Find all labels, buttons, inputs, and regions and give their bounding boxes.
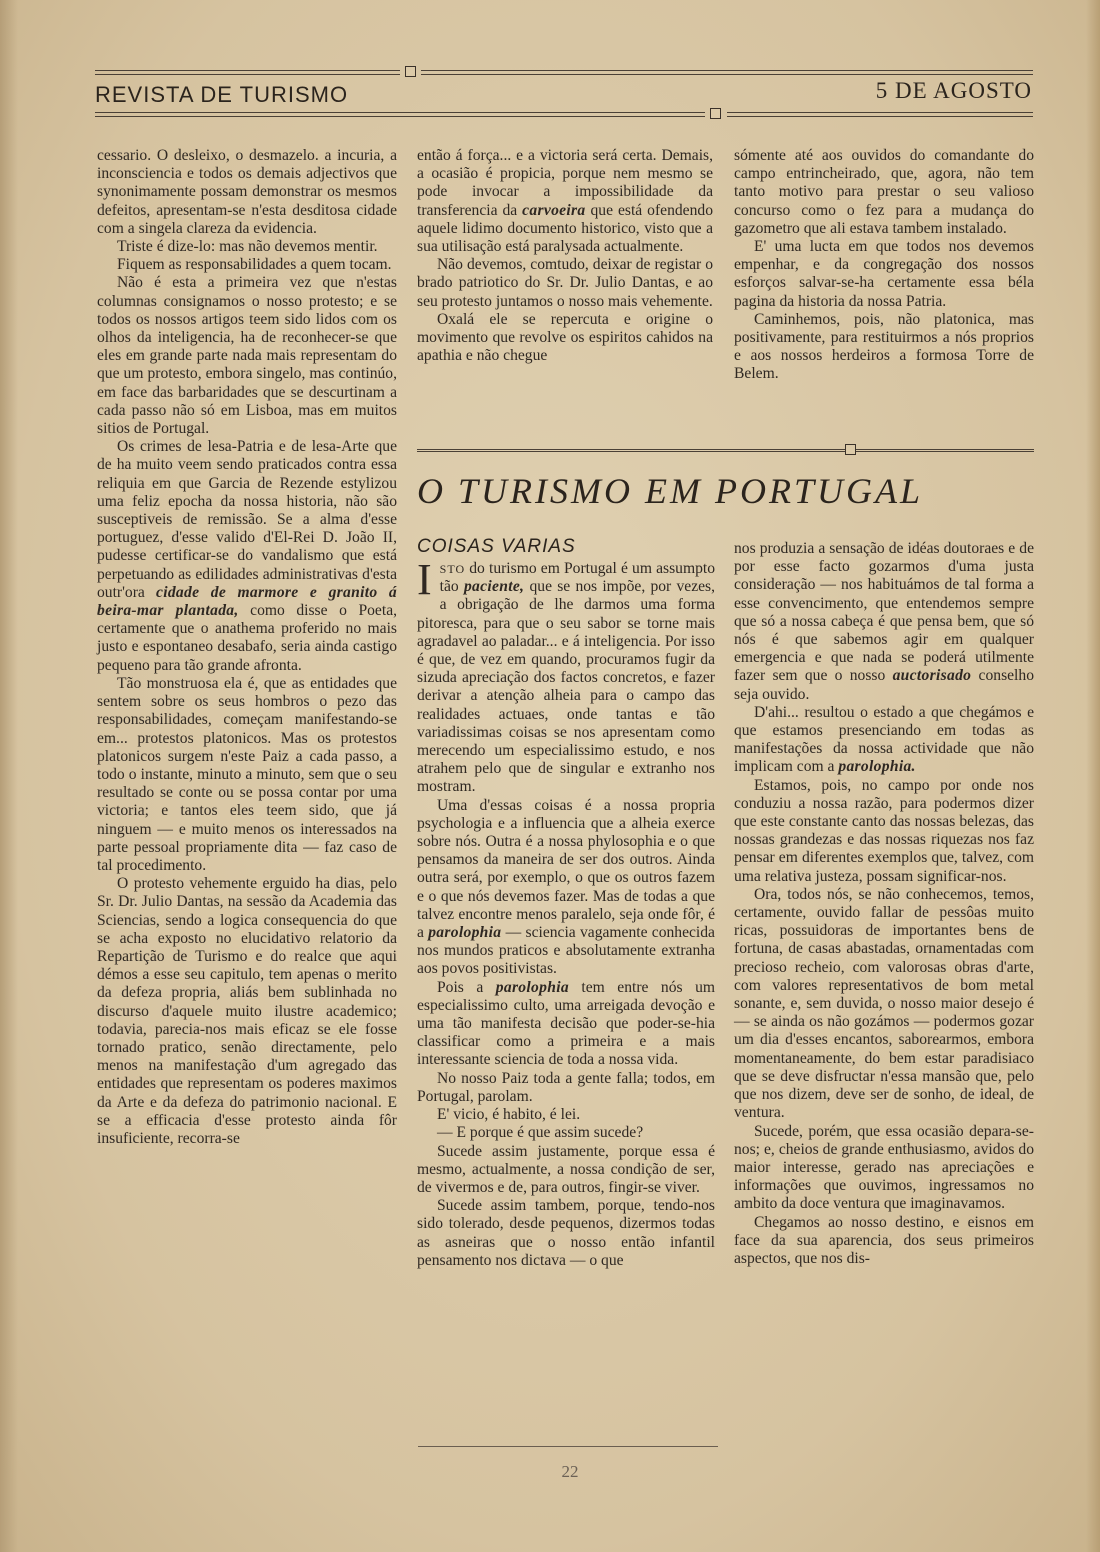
paragraph — [417, 979, 715, 1070]
emphasis-text: auctorisado — [892, 667, 972, 685]
header-rule-bottom-left-2 — [95, 116, 705, 117]
paragraph: Caminhemos, pois, não platonica, mas positivamente, para restituirmos a nós proprios e aos nossos herdeiros a formosa Torre de Belem. — [734, 310, 1034, 383]
paragraph: Sucede assim tambem, porque, tendo-nos sido tolerado, desde pequenos, dizermos todas as asneiras que o nosso então infantil pensamento nos dictava — o que — [417, 1197, 715, 1269]
text-run: então á força... e a victoria será certa. Demais, a ocasião é propicia, porque nem mesmo se pode invocar a impossibilidade da transferencia da — [417, 147, 713, 219]
paragraph — [734, 540, 1034, 704]
paragraph: Não devemos, comtudo, deixar de registar o brado patriotico do Sr. Dr. Julio Dantas, e ao seu protesto juntamos o nosso mais vehemente. — [417, 256, 713, 310]
header-ornament-box-left — [405, 66, 416, 77]
emphasis-text: parolophia — [495, 978, 569, 996]
section-divider — [417, 449, 1034, 452]
paragraph — [417, 555, 716, 797]
page-number: 22 — [561, 1462, 579, 1481]
emphasis-text: parolophia — [428, 924, 502, 942]
paragraph: E' vicio, é habito, é lei. — [437, 1106, 581, 1124]
emphasis-text: carvoeira — [522, 201, 586, 219]
article-column-2 — [417, 147, 713, 365]
paragraph: Tão monstruosa ela é, que as entidades que sentem sobre os seus hombros o pezo das responsabilidades, começam manifestando-se em... protestos platonicos. Mas os protestos platonicos surgem n'este Paiz a cada passo, a todo o instante, minuto a minuto, sem que o seu resultado se conte ou se possa contar por uma victoria; e tantos eles teem sido, que já ninguem — e muito menos os interessados na parte pessoal propriamente dita — faz caso de tal procedimento. — [97, 674, 397, 874]
text-run: do turismo em Portugal é um assumpto tão — [439, 560, 715, 596]
emphasis-text: paciente, — [463, 578, 525, 596]
issue-date: 5 DE AGOSTO — [875, 78, 1032, 103]
publication-title: REVISTA DE TURISMO — [95, 82, 349, 107]
paragraph: Estamos, pois, no campo por onde nos conduziu a nossa razão, para podermos dizer que este constante canto das nossas belezas, das nossas grandezas e das nossas riquezas nos faz pensar em diferentes exemplos que, talvez, com uma relativa justeza, possam significar-nos. — [734, 776, 1034, 885]
header-rule-top-left-2 — [95, 74, 400, 75]
paragraph: Sucede assim justamente, porque essa é mesmo, actualmente, a nossa condição de ser, de vivermos e de, para outros, fingir-se viver. — [417, 1142, 715, 1196]
paragraph: No nosso Paiz toda a gente falla; todos, em Portugal, parolam. — [417, 1069, 715, 1105]
drop-cap: I — [417, 555, 432, 604]
header-rule-top-left — [95, 70, 400, 71]
paragraph: sómente até aos ouvidos do comandante do campo entrincheirado, que, agora, não tem tanto motivo para prestar o seu valioso concurso como o fez para a mudança do gazometro que ali estava tambem instalado. — [734, 147, 1034, 237]
article-column-3 — [734, 147, 1034, 384]
paragraph: Chegamos ao nosso destino, e eisnos em face da sua aparencia, dos seus primeiros aspectos, que nos dis- — [734, 1213, 1034, 1267]
text-run: que está ofendendo aquele lidimo documento historico, visto que a sua utilisação está paralysada actualmente. — [417, 201, 713, 256]
paragraph: Fiquem as responsabilidades a quem tocam. — [117, 256, 392, 274]
paragraph — [734, 704, 1034, 777]
article-column-1 — [97, 147, 397, 1148]
text-run: que se nos impõe, por vezes, a obrigação de lhe darmos uma forma pitoresca, para que o seu sabor se torne mais agradavel ao paladar... e á inteligencia. Por isso é que, de vez em quando, procuramos fugir da sizuda apreciação dos factos concretos, e fazer derivar a atenção alheia para o campo das realidades actuaes, onde tantas e tão variadissimas coisas se nos apresentam como merecendo um especialissimo estudo, e nos atrahem pelo que de singular e extranho nos mostram. — [417, 578, 716, 796]
text-run: Pois a — [437, 978, 496, 996]
header-ornament-box-right — [710, 108, 721, 119]
paragraph — [417, 147, 713, 256]
article-column-5 — [734, 540, 1034, 1268]
footer-rule — [418, 1446, 718, 1447]
paragraph: O protesto vehemente erguido ha dias, pelo Sr. Dr. Julio Dantas, na sessão da Academia das Sciencias, sendo a logica consequencia do que se acha exposto no elucidativo relatorio da Repartição de Turismo e do realce que aqui démos a esse seu capitulo, tem apenas o merito da defeza propria, aliás bem sublinhada no discurso d'aquele muito ilustre academico; todavia, parecia-nos mais eficaz se ele fosse tornado pratico, senão directamente, pelo menos na manifestação d'um agregado das entidades que representam os poderes maximos da Arte e da defeza do patrimonio nacional. E se a efficacia d'esse protesto ainda fôr insuficiente, recorra-se — [97, 875, 397, 1147]
paragraph: Sucede, porém, que essa ocasião depara-se-nos; e, cheios de grande enthusiasmo, avidos do maior interesse, gerado nas apreciações e informações que ouvimos, ingressamos no ambito da doce ventura que imaginavamos. — [734, 1122, 1034, 1213]
section-title: O TURISMO EM PORTUGAL — [417, 471, 923, 511]
text-run: Os crimes de lesa-Patria e de lesa-Arte que de ha muito veem sendo praticados contra essa reliquia em que Garcia de Rezende estylizou uma feliz epocha da nossa historia, não são susceptiveis de remissão. Se a alma d'esse portuguez, d'esse valido d'El-Rei D. João II, pudesse certificar-se do vandalismo que está perpetuando as edilidades administrativas d'esta outr'ora — [97, 438, 397, 601]
article-column-4 — [417, 555, 716, 1270]
header-rule-bottom-left — [95, 112, 705, 113]
page-edge-shadow-left — [0, 0, 18, 1552]
text-run: — sciencia vagamente conhecida nos mundos praticos e absolutamente extranha aos povos positivistas. — [417, 924, 715, 978]
paragraph — [97, 438, 397, 675]
text-run: tem entre nós um especialissimo culto, uma arreigada devoção e uma tão manifesta decisão que poder-se-hia classificar como a primeira e a mais interessante sciencia de toda a nossa vida. — [417, 978, 715, 1069]
small-caps-lead: STO — [439, 562, 466, 576]
header-rule-bottom-right-2 — [727, 116, 1033, 117]
paragraph — [417, 797, 715, 979]
paragraph: cessario. O desleixo, o desmazelo. a incuria, a inconsciencia e todos os demais adjectivos que synonimamente possam demonstrar os mesmos defeitos, apresentam-se n'esta desditosa cidade com a singela clareza da evidencia. — [97, 147, 397, 237]
paragraph: Triste é dize-lo: mas não devemos mentir. — [117, 238, 378, 256]
header-rule-top-right-2 — [421, 74, 1033, 75]
page-edge-shadow-right — [1086, 0, 1100, 1552]
text-run: conselho seja ouvido. — [734, 667, 1034, 703]
paragraph: Oxalá ele se repercuta e origine o movimento que revolve os espiritos cahidos na apathia e não chegue — [417, 310, 713, 365]
emphasis-text: parolophia. — [838, 758, 916, 776]
section-ornament-box — [845, 444, 856, 455]
text-run: nos produzia a sensação de idéas doutoraes e de por esse facto gozarmos d'uma justa consideração — nos habituámos de tal forma a esse convencimento, que entendemos sempre que só a nossa cabeça é que pensa bem, que só nós é que sabemos agir em qualquer emergencia e que nada se poderá utilmente fazer sem que o nosso — [734, 540, 1034, 685]
header-rule-top-right — [421, 70, 1033, 71]
paragraph: E' uma lucta em que todos nos devemos empenhar, e da congregação dos nossos esforços salvar-se-ha certamente essa béla pagina da historia da nossa Patria. — [734, 238, 1034, 310]
text-run: como disse o Poeta, certamente que o anathema proferido no mais justo e espontaneo desabafo, seria ainda castigo pequeno para tão grande afronta. — [97, 602, 398, 674]
paragraph: Ora, todos nós, se não conhecemos, temos, certamente, ouvido fallar de pessôas muito ricas, possuidoras de importantes bens de fortuna, de casas abastadas, ornamentadas com precioso recheio, com valorosas obras d'arte, com valores representativos de bom metal sonante, e, sem duvida, o nosso maior desejo é — se ainda os não gozámos — podermos gozar um dia d'esses encantos, saborearmos, embora momentaneamente, do bem estar paradisiaco que se deve disfructar n'essa mansão que, pelo que nos dizem, deve ser de sonho, de ideal, de ventura. — [734, 885, 1034, 1122]
header-rule-bottom-right — [727, 112, 1033, 113]
paragraph: — E porque é que assim sucede? — [437, 1124, 644, 1142]
emphasis-text: cidade de marmore e granito á beira-mar plantada, — [97, 583, 397, 620]
section-subtitle: COISAS VARIAS — [417, 536, 576, 557]
text-run: D'ahi... resultou o estado a que chegámos e que estamos presenciando em todas as manifestações da nossa actividade que não implicam com a — [734, 703, 1034, 776]
paragraph: Não é esta a primeira vez que n'estas columnas consignamos o nosso protesto; e se todos os nossos artigos teem sido lidos com os olhos da inteligencia, ha de reconhecer-se que eles em grande parte nada mais representam do que um protesto, embora singelo, mas continúo, em face das barbaridades que se descurtinam a cada passo não só em Lisboa, mas em muitos sitios de Portugal. — [97, 274, 397, 438]
text-run: Uma d'essas coisas é a nossa propria psychologia e a influencia que a alheia exerce sobre nós. Outra é a nossa phylosophia e o que pensamos da maneira de ser dos outros. Ainda outra será, por exemplo, o que os outros fazem e o que nós devemos fazer. Mas de todas a que talvez encontre menos paralelo, seja onde fôr, é a — [417, 796, 715, 942]
